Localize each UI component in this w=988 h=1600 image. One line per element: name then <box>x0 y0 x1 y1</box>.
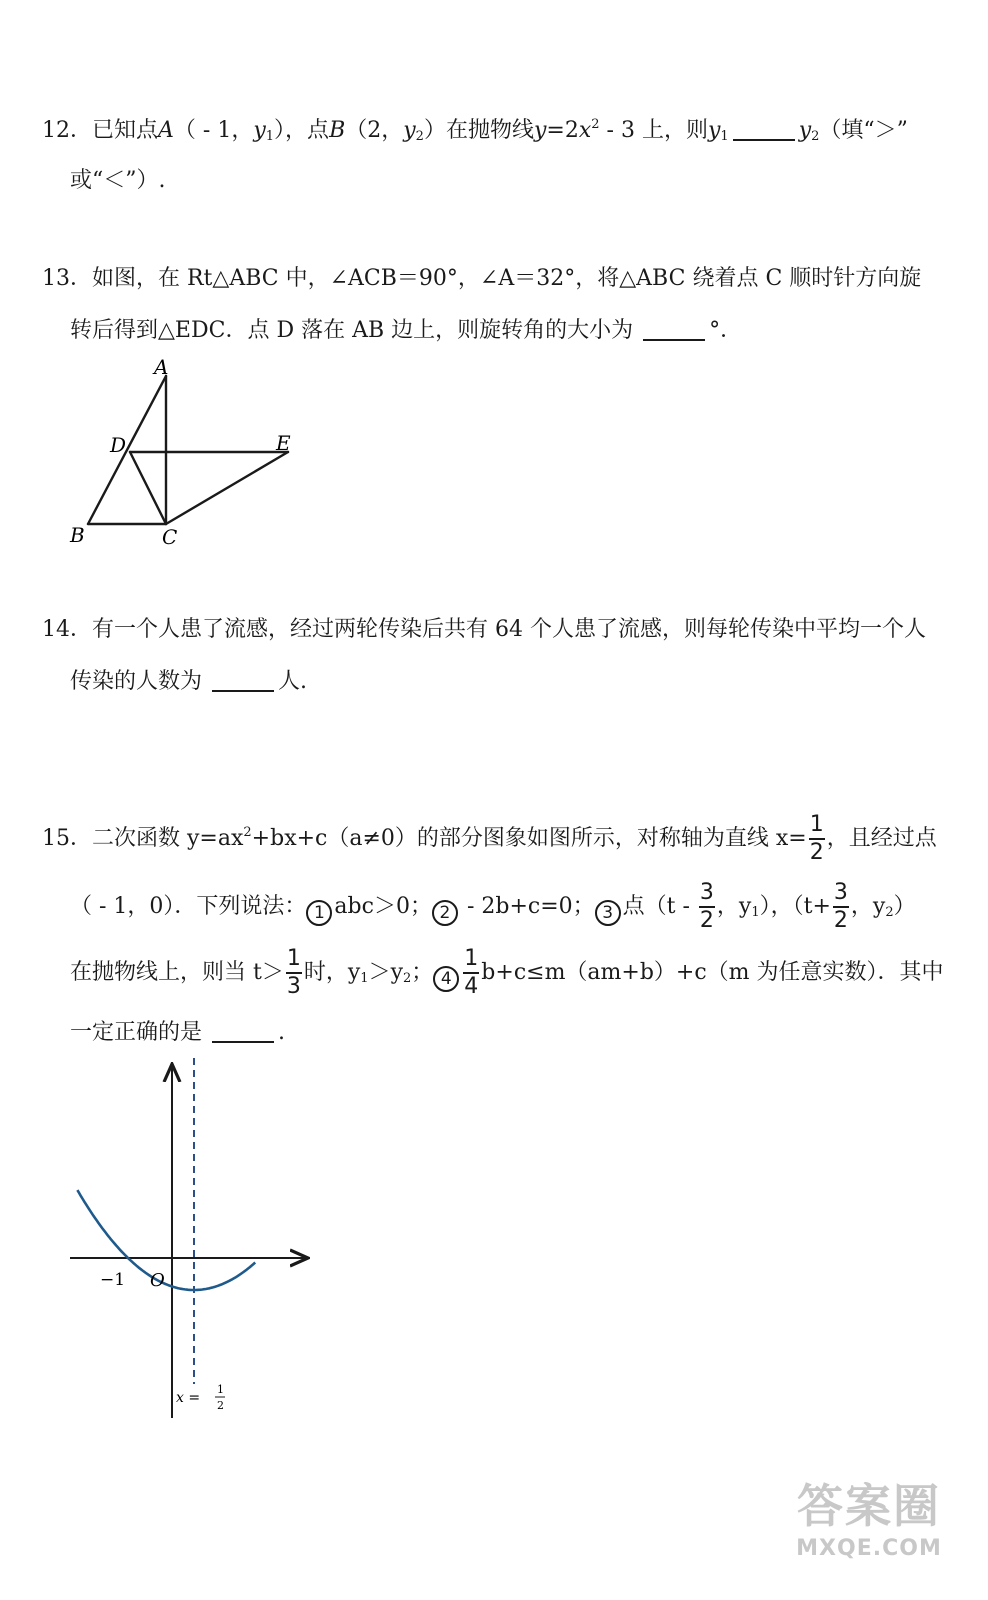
q14-line1: 14．有一个人患了流感，经过两轮传染后共有 64 个人患了流感，则每轮传染中平均一个人 <box>42 617 926 642</box>
label-a: A <box>154 358 169 379</box>
segment-dc <box>130 452 166 524</box>
q12-answer-blank[interactable] <box>733 139 795 141</box>
q15-answer-blank[interactable] <box>212 1041 274 1043</box>
segment-ec <box>166 452 288 524</box>
q15-line4: 一定正确的是 . <box>70 1020 286 1045</box>
q13-line1: 13．如图，在 Rt△ABC 中，∠ACB＝90°，∠A＝32°，将△ABC 绕着点 C 顺时针方向旋 <box>42 266 922 291</box>
fraction-three-halves-b: $\frac{3}{2}$ <box>833 880 848 933</box>
label-origin: O <box>150 1270 165 1291</box>
q12-line1: 12．已知点A（ - 1，$y_1$），点B（2，$y_2$）在抛物线$y=2x^2 - 3$ 上，则$y_1$ $y_2$（填“＞” <box>42 117 908 144</box>
q13-answer-blank[interactable] <box>643 339 705 341</box>
q14-line2: 传染的人数为 人. <box>70 669 308 694</box>
label-axis-frac-den: 2 <box>217 1399 224 1412</box>
circled-2: 2 <box>432 900 458 926</box>
q13-triangle-figure <box>60 358 320 548</box>
q15-number: 15． <box>42 826 92 851</box>
fraction-one-half: $\frac{1}{2}$ <box>809 812 824 865</box>
fraction-one-third: $\frac{1}{3}$ <box>286 946 301 999</box>
q14-answer-blank[interactable] <box>212 690 274 692</box>
q15-line1: 15．二次函数 $y=ax^2+bx+c(a\ne 0)$的部分图象如图所示，对称轴为直线 x= $\frac{1}{2}$ ，且经过点 <box>42 812 937 865</box>
circled-4: 4 <box>433 966 459 992</box>
label-b: B <box>70 523 85 547</box>
q15-line2: （ - 1，0）．下列说法： 1 abc＞0； 2 - 2b+c=0； 3 点（t - $\frac{3}{2}$ ，$y_1$），（t+ $\frac{3}{2}$ ，$y_2$） <box>70 880 916 933</box>
label-e: E <box>276 431 291 455</box>
q12-number: 12． <box>42 118 92 143</box>
q15-parabola-graph <box>60 1052 320 1432</box>
label-symmetry-axis: x = <box>176 1390 201 1406</box>
q13-number: 13． <box>42 266 92 291</box>
fraction-one-quarter: $\frac{1}{4}$ <box>464 946 479 999</box>
q13-line2: 转后得到△EDC．点 D 落在 AB 边上，则旋转角的大小为 °． <box>70 318 743 343</box>
label-axis-frac-num: 1 <box>217 1383 224 1396</box>
q12-line2: 或“＜”）. <box>70 168 166 193</box>
q14-number: 14． <box>42 617 92 642</box>
label-minus-one: −1 <box>100 1270 126 1290</box>
q15-line3: 在抛物线上，则当 t＞ $\frac{1}{3}$ 时，$y_1>y_2$； 4 $\frac{1}{4}$ b+c≤m（am+b）+c（m 为任意实数）．其中 <box>70 946 944 999</box>
fraction-three-halves-a: $\frac{3}{2}$ <box>699 880 714 933</box>
circled-1: 1 <box>306 900 332 926</box>
circled-3: 3 <box>595 900 621 926</box>
watermark-url: MXQE.COM <box>796 1536 942 1561</box>
label-c: C <box>162 525 178 548</box>
watermark-logo-text: 答案圈 <box>797 1479 941 1533</box>
watermark-logo <box>774 1470 964 1580</box>
label-d: D <box>110 433 127 457</box>
